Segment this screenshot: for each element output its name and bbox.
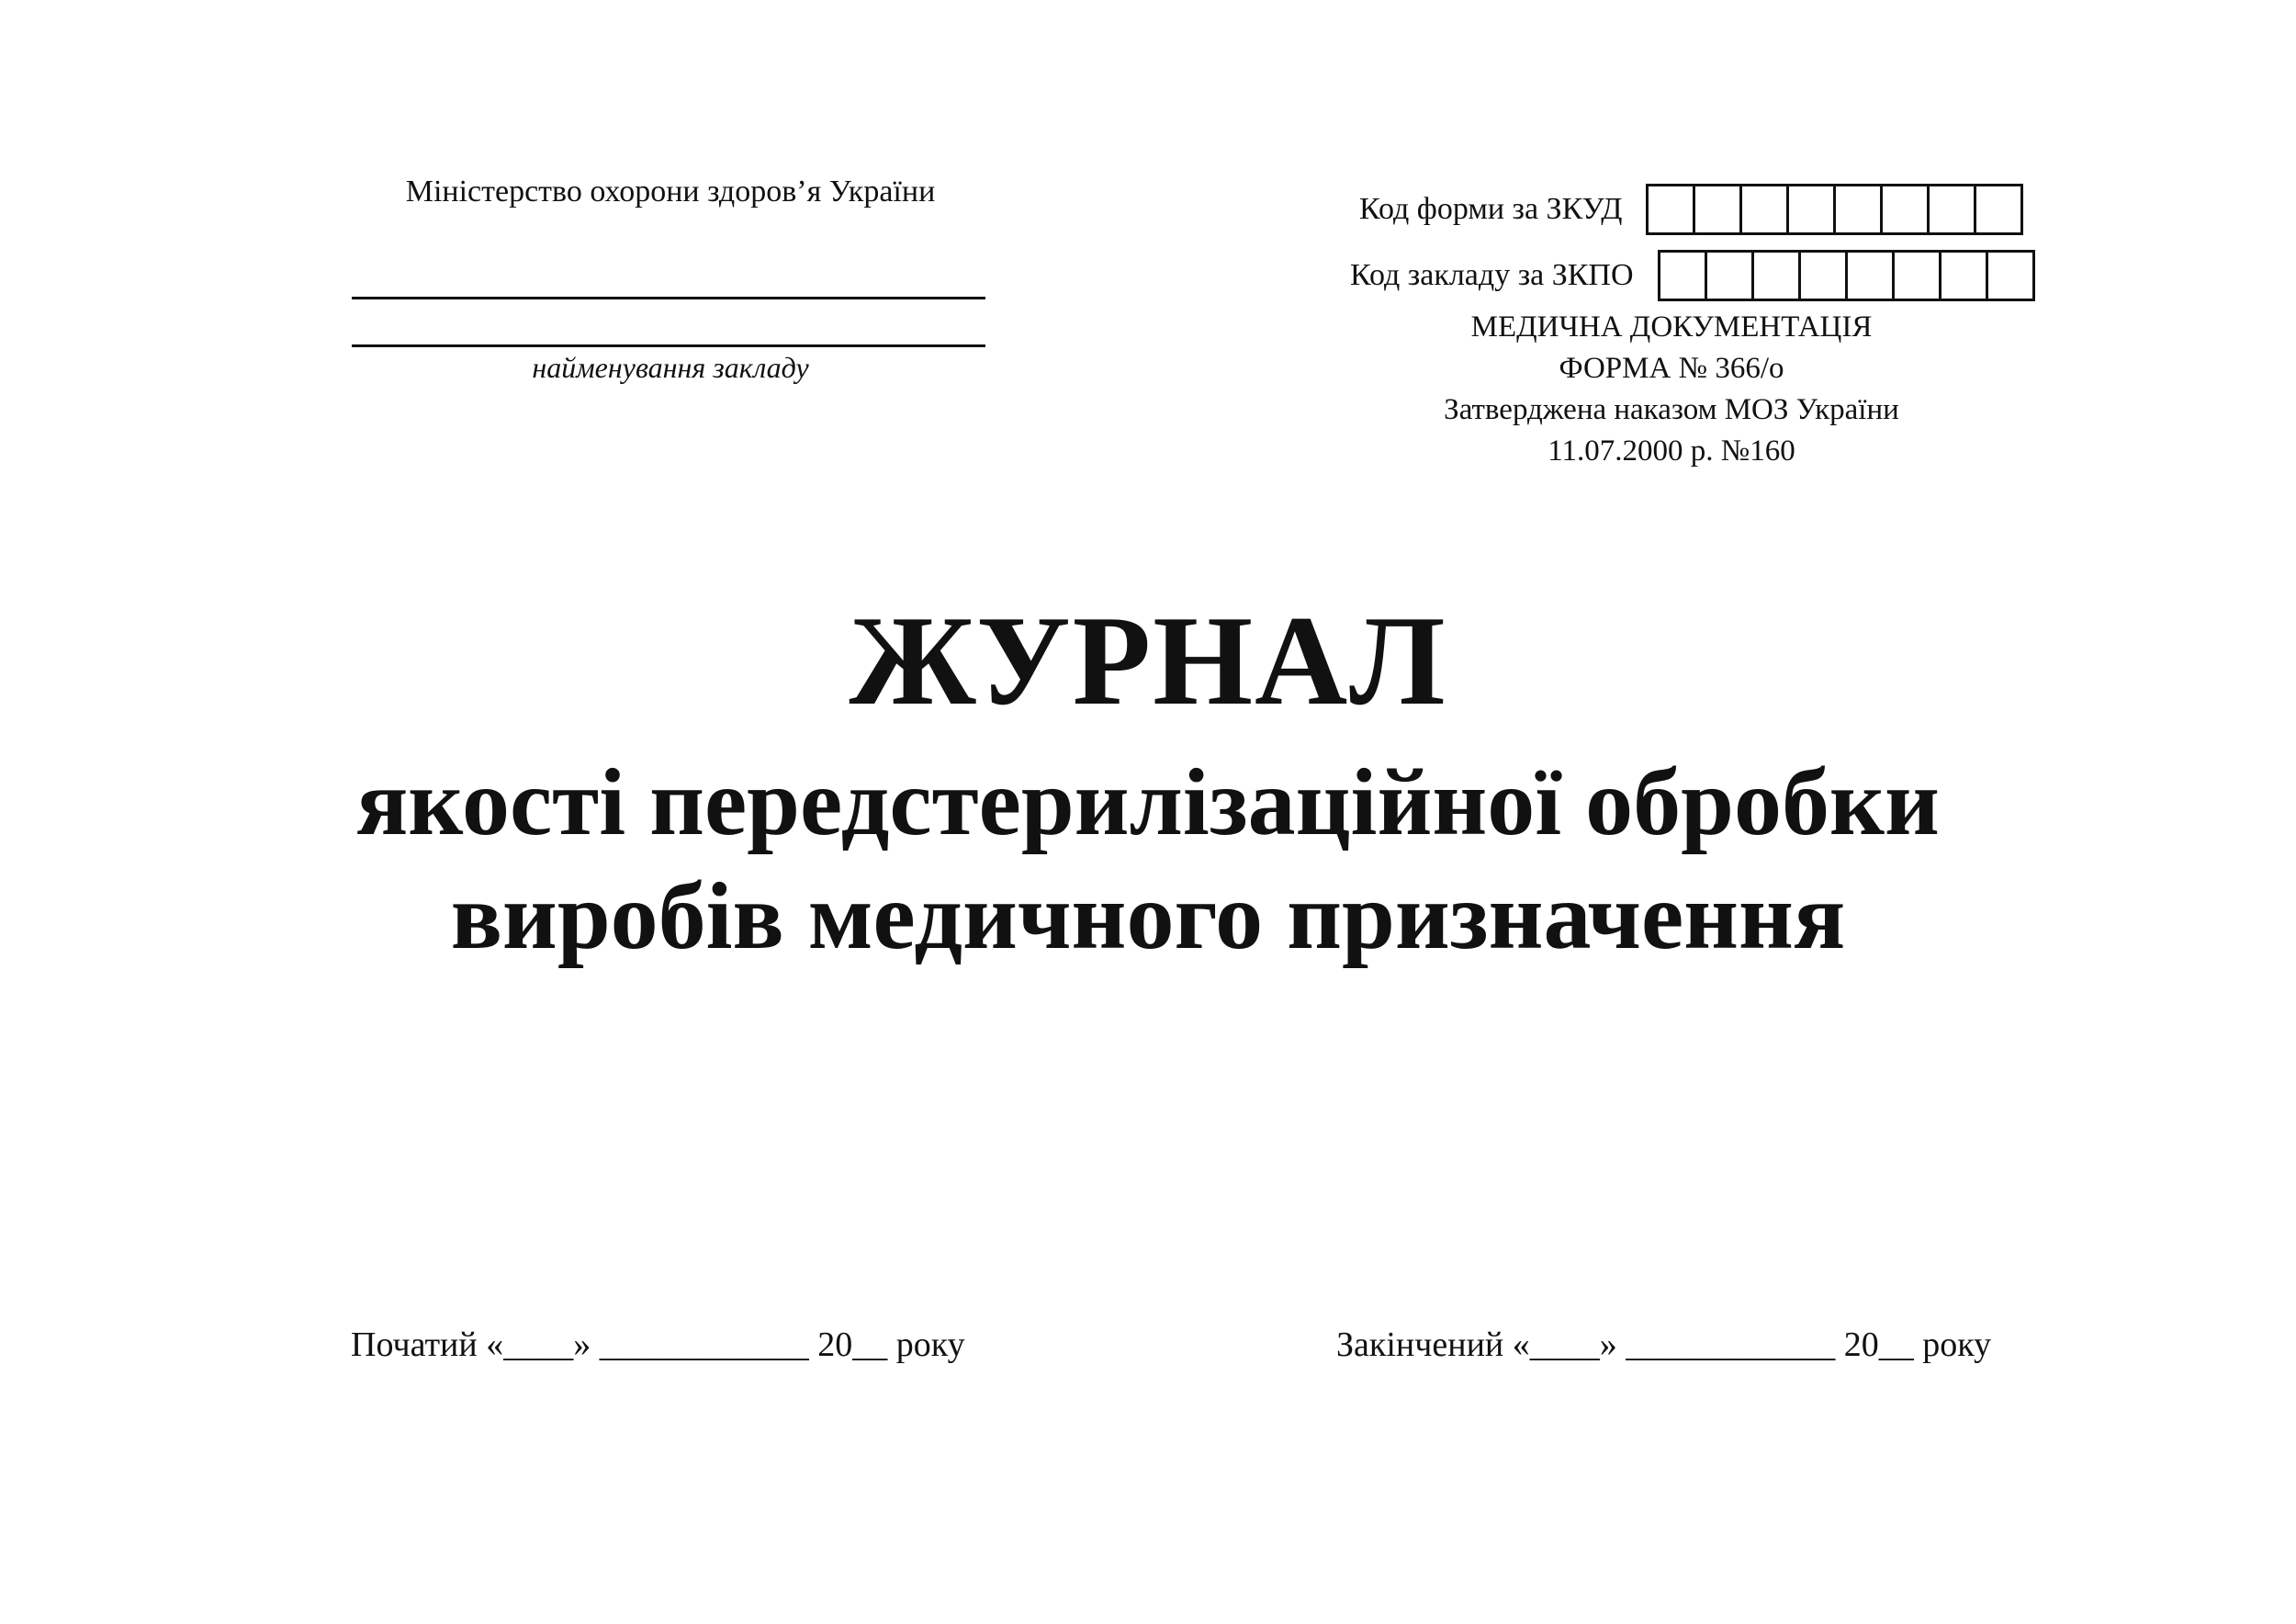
medical-documentation-block xyxy=(1378,307,1965,472)
med-doc-heading: МЕДИЧНА ДОКУМЕНТАЦІЯ xyxy=(1470,310,1873,344)
form-code-cell[interactable] xyxy=(1649,186,1693,232)
institution-code-label: Код закладу за ЗКПО xyxy=(1350,258,1634,292)
institution-code-cell[interactable] xyxy=(1845,253,1892,299)
form-code-cell[interactable] xyxy=(1786,186,1833,232)
form-code-boxes xyxy=(1646,184,2023,235)
institution-code-cell[interactable] xyxy=(1986,253,2032,299)
institution-code-row xyxy=(1350,250,2035,301)
start-date-field[interactable]: Початий «____» ____________ 20__ року xyxy=(351,1325,965,1364)
form-code-cell[interactable] xyxy=(1833,186,1880,232)
journal-subtitle-line-2: виробів медичного призначення xyxy=(450,863,1846,969)
institution-name-line-1[interactable] xyxy=(352,297,985,299)
form-number: ФОРМА № 366/о xyxy=(1559,352,1784,385)
form-code-cell[interactable] xyxy=(1880,186,1927,232)
ministry-name: Міністерство охорони здоров’я України xyxy=(405,175,936,209)
institution-code-cell[interactable] xyxy=(1939,253,1986,299)
institution-code-cell[interactable] xyxy=(1751,253,1798,299)
form-code-cell[interactable] xyxy=(1739,186,1786,232)
journal-title: ЖУРНАЛ xyxy=(849,590,1447,732)
form-code-row xyxy=(1359,184,2023,235)
form-code-cell[interactable] xyxy=(1974,186,2020,232)
journal-subtitle-line-1: якості передстерилізаційної обробки xyxy=(356,750,1940,855)
approval-order: Затверджена наказом МОЗ України xyxy=(1444,393,1899,426)
institution-code-cell[interactable] xyxy=(1798,253,1845,299)
journal-subtitle xyxy=(0,746,2296,974)
end-date-field[interactable]: Закінчений «____» ____________ 20__ року xyxy=(1336,1325,1992,1364)
form-code-cell[interactable] xyxy=(1693,186,1739,232)
institution-name-caption: найменування закладу xyxy=(532,351,809,384)
form-code-cell[interactable] xyxy=(1927,186,1974,232)
form-code-label: Код форми за ЗКУД xyxy=(1359,192,1623,226)
institution-code-cell[interactable] xyxy=(1705,253,1751,299)
institution-name-line-2[interactable] xyxy=(352,344,985,347)
institution-code-cell[interactable] xyxy=(1660,253,1705,299)
approval-date: 11.07.2000 р. №160 xyxy=(1548,434,1795,468)
institution-code-boxes xyxy=(1658,250,2035,301)
institution-code-cell[interactable] xyxy=(1892,253,1939,299)
